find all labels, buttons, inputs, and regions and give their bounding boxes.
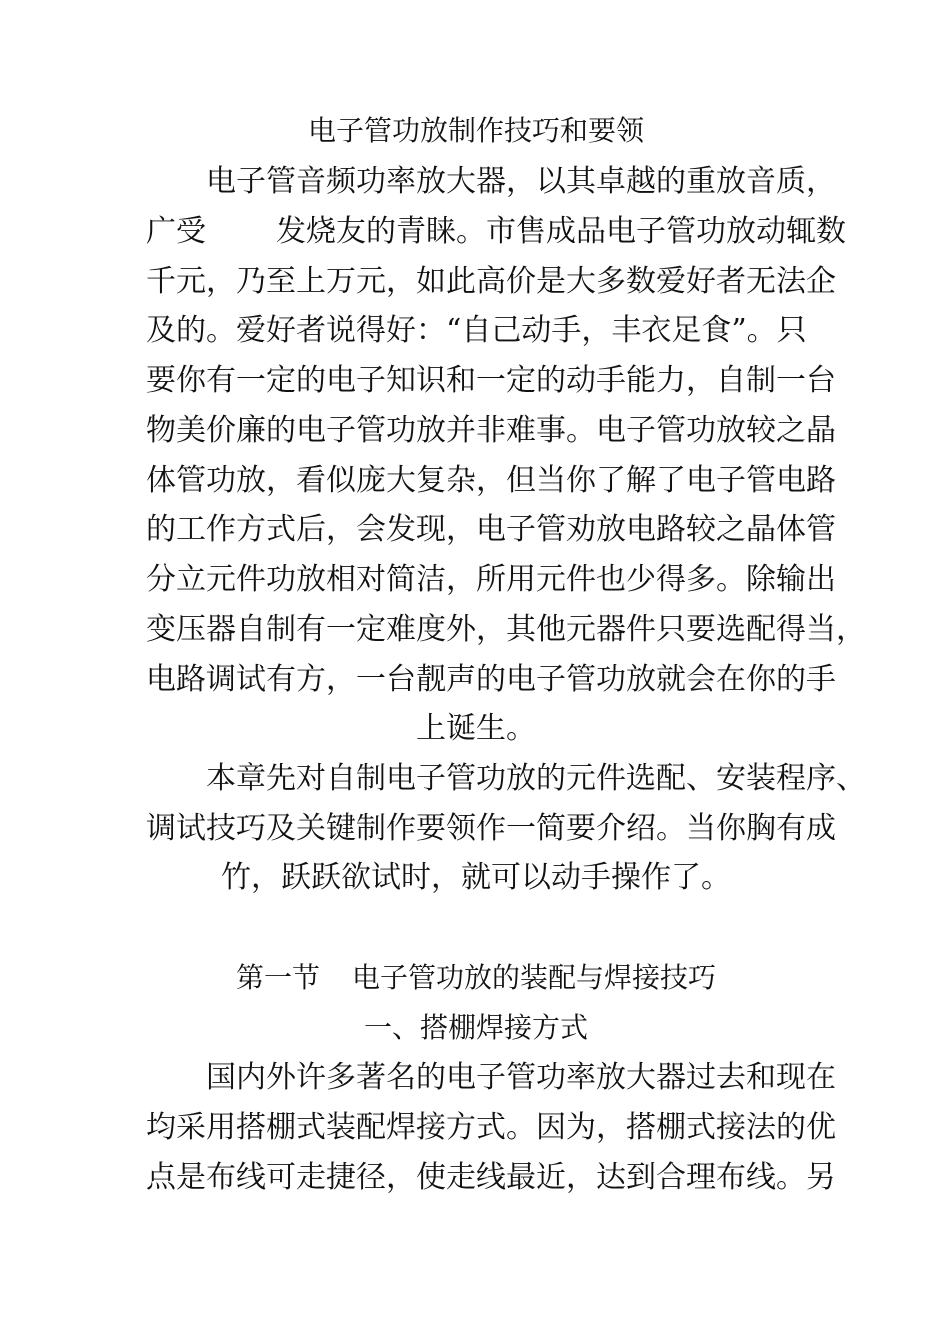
intro-line-6: 物美价廉的电子管功放并非难事。电子管功放较之晶 (146, 413, 836, 448)
intro-line-5: 要你有一定的电子知识和一定的动手能力，自制一台 (146, 363, 836, 398)
section-name: 电子管功放的装配与焊接技巧 (352, 961, 717, 994)
intro-line-2 (146, 212, 846, 252)
section-heading (146, 959, 806, 997)
document-title: 电子管功放制作技巧和要领 (307, 114, 644, 147)
chapter-line-3: 竹，跃跃欲试时，就可以动手操作了。 (221, 860, 731, 895)
intro-line-12: 上诞生。 (416, 711, 536, 746)
intro-line-4: 及的。爱好者说得好：“自己动手，丰衣足食”。只 (146, 313, 807, 348)
section-line-1: 国内外许多著名的电子管功率放大器过去和现在 (206, 1060, 836, 1095)
intro-line-1: 电子管音频功率放大器，以其卓越的重放音质， (206, 164, 836, 199)
intro-line-3: 千元，乃至上万元，如此高价是大多数爱好者无法企 (146, 264, 836, 299)
section-number: 第一节 (235, 961, 320, 994)
section-line-3: 点是布线可走捷径，使走线最近，达到合理布线。另 (146, 1160, 836, 1195)
chapter-line-1: 本章先对自制电子管功放的元件选配、安装程序、 (206, 761, 866, 796)
intro-line-7: 体管功放，看似庞大复杂，但当你了解了电子管电路 (146, 463, 836, 498)
intro-line-10: 变压器自制有一定难度外，其他元器件只要选配得当， (146, 612, 866, 647)
intro-line-11: 电路调试有方，一台靓声的电子管功放就会在你的手 (146, 662, 836, 697)
intro-line-2-start: 广受 (146, 214, 206, 249)
intro-line-2-end: 发烧友的青睐。市售成品电子管功放动辄数 (276, 214, 846, 249)
subsection-heading: 一、搭棚焊接方式 (363, 1011, 588, 1044)
intro-line-8: 的工作方式后，会发现，电子管劝放电路较之晶体管 (146, 512, 836, 547)
chapter-line-2: 调试技巧及关键制作要领作一简要介绍。当你胸有成 (146, 811, 836, 846)
intro-line-9: 分立元件功放相对简洁，所用元件也少得多。除输出 (146, 562, 836, 597)
section-line-2: 均采用搭棚式装配焊接方式。因为，搭棚式接法的优 (146, 1110, 836, 1145)
